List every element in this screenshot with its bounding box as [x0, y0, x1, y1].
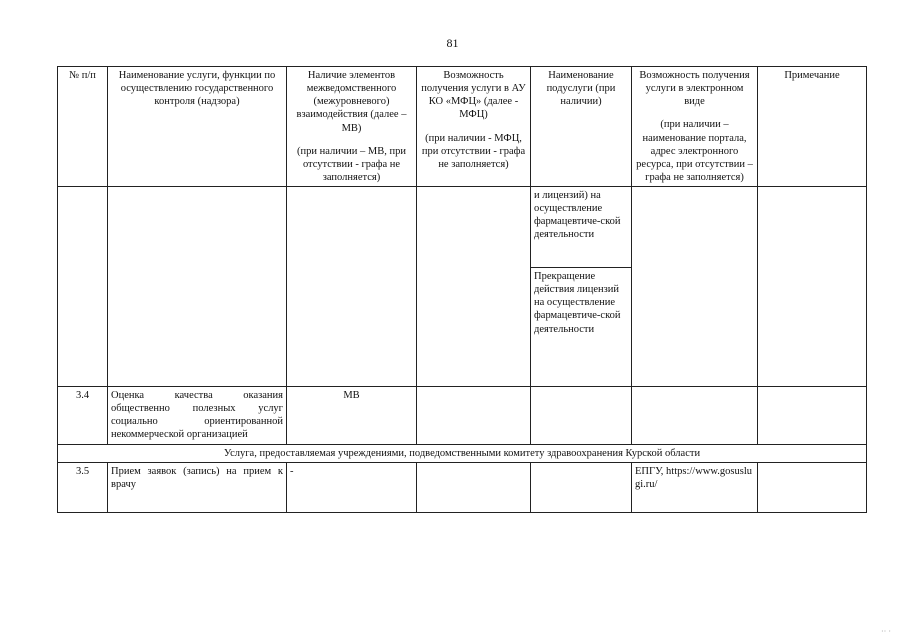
header-service-name: Наименование услуги, функции по осуществлению государственного контроля (надзора) — [108, 67, 287, 187]
table-row — [58, 387, 867, 445]
table-row — [58, 462, 867, 512]
cell-number: 3.5 — [58, 462, 108, 512]
header-number: № п/п — [58, 67, 108, 187]
cell-service-name: Оценка качества оказания общественно полезных услуг социально ориентированной некоммерческой организацией — [108, 387, 287, 445]
subservice-item: и лицензий) на осуществление фармацевтиче-ской деятельности — [534, 190, 621, 241]
page-number: 81 — [446, 36, 459, 50]
header-remark: Примечание — [758, 67, 867, 187]
cell-remark — [758, 387, 867, 445]
cell-number: 3.4 — [58, 387, 108, 445]
section-heading-row — [58, 444, 867, 462]
services-table — [57, 66, 867, 513]
cell-mfc — [417, 187, 531, 387]
subservice-item: Прекращение действия лицензий на осуществление фармацевтиче-ской деятельности — [531, 267, 631, 338]
cell-service-name — [108, 187, 287, 387]
cell-subservice — [531, 462, 632, 512]
cell-interagency: МВ — [287, 387, 417, 445]
cell-mfc — [417, 462, 531, 512]
header-interagency: Наличие элементов межведомственного (межуровневого) взаимодействия (далее – МВ) (при наличии – МВ, при отсутствии - графа не заполняется) — [287, 67, 417, 187]
header-mfc: Возможность получения услуги в АУ КО «МФЦ» (далее - МФЦ) (при наличии - МФЦ, при отсутствии - графа не заполняется) — [417, 67, 531, 187]
cell-interagency — [287, 187, 417, 387]
cell-interagency: - — [287, 462, 417, 512]
header-mfc-note: (при наличии - МФЦ, при отсутствии - графа не заполняется) — [421, 132, 526, 170]
table-header-row — [58, 67, 867, 187]
cell-mfc — [417, 387, 531, 445]
cell-remark — [758, 462, 867, 512]
cell-electronic — [632, 387, 758, 445]
scan-corner-mark: ·· · — [881, 627, 891, 636]
header-subservice: Наименование подуслуги (при наличии) — [531, 67, 632, 187]
header-interagency-note: (при наличии – МВ, при отсутствии - графа не заполняется) — [297, 145, 406, 183]
table-row — [58, 187, 867, 387]
cell-electronic — [632, 187, 758, 387]
header-electronic-note: (при наличии – наименование портала, адрес электронного ресурса, при отсутствии – графа не заполняется) — [636, 119, 753, 183]
cell-number — [58, 187, 108, 387]
section-title: Услуга, предоставляемая учреждениями, подведомственными комитету здравоохранения Курской области — [58, 444, 867, 462]
cell-remark — [758, 187, 867, 387]
cell-service-name: Прием заявок (запись) на прием к врачу — [108, 462, 287, 512]
cell-subservice — [531, 187, 632, 387]
cell-electronic: ЕПГУ, https://www.gosuslugi.ru/ — [632, 462, 758, 512]
header-electronic: Возможность получения услуги в электронном виде (при наличии – наименование портала, адрес электронного ресурса, при отсутствии – графа не заполняется) — [632, 67, 758, 187]
cell-subservice — [531, 387, 632, 445]
